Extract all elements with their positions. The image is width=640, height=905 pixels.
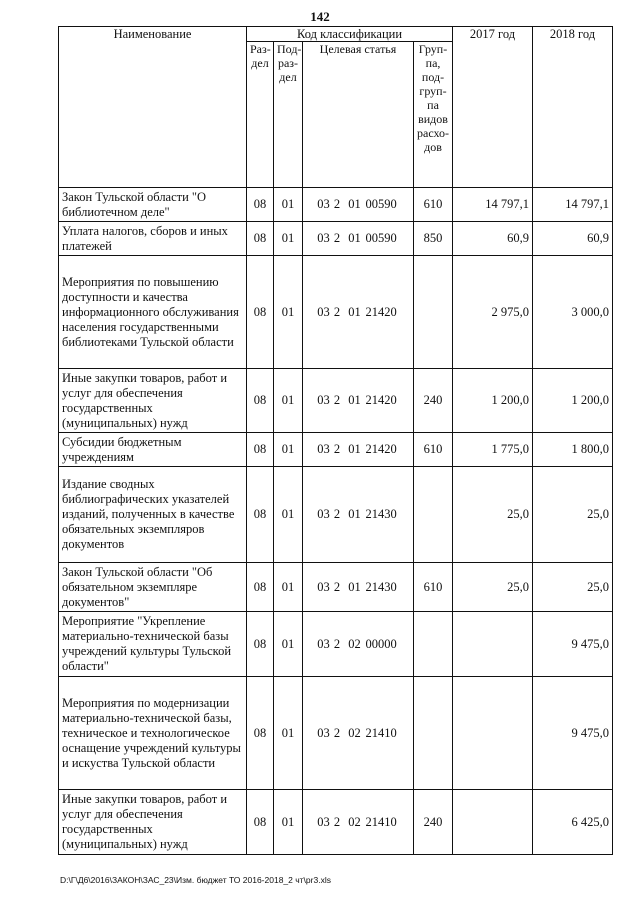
row-target-article: 03 2 01 21420 [303,433,414,467]
header-subsection: Под- раз- дел [274,42,303,188]
row-expense-group: 240 [414,369,453,433]
row-amount-2017: 25,0 [453,467,533,563]
row-amount-2017: 2 975,0 [453,256,533,369]
row-subsection: 01 [274,467,303,563]
row-section: 08 [247,790,274,855]
row-subsection: 01 [274,222,303,256]
table-row [59,256,613,369]
row-amount-2018: 3 000,0 [533,256,613,369]
table-row [59,369,613,433]
header-section: Раз- дел [247,42,274,188]
row-amount-2017 [453,790,533,855]
row-target-article: 03 2 01 21420 [303,369,414,433]
header-year-2018: 2018 год [533,27,613,188]
row-amount-2017: 14 797,1 [453,188,533,222]
row-target-article: 03 2 01 21430 [303,563,414,612]
row-section: 08 [247,563,274,612]
page-number: 142 [310,9,330,24]
header-target-article: Целевая статья [303,42,414,188]
row-name: Уплата налогов, сборов и иных платежей [59,222,247,256]
row-subsection: 01 [274,790,303,855]
row-subsection: 01 [274,433,303,467]
row-target-article: 03 2 01 21420 [303,256,414,369]
table-row [59,222,613,256]
row-section: 08 [247,612,274,677]
row-amount-2017: 1 775,0 [453,433,533,467]
row-expense-group [414,256,453,369]
table-row [59,677,613,790]
row-target-article: 03 2 01 00590 [303,188,414,222]
row-name: Иные закупки товаров, работ и услуг для обеспечения государственных (муниципальных) нужд [59,369,247,433]
table-row [59,563,613,612]
row-name: Субсидии бюджетным учреждениям [59,433,247,467]
row-section: 08 [247,467,274,563]
row-subsection: 01 [274,256,303,369]
row-name: Мероприятия по повышению доступности и качества информационного обслуживания населения государственными библиотеками Тульской области [59,256,247,369]
header-name: Наименование [59,27,247,188]
row-expense-group: 850 [414,222,453,256]
row-amount-2018: 9 475,0 [533,612,613,677]
row-subsection: 01 [274,612,303,677]
row-amount-2018: 1 200,0 [533,369,613,433]
row-name: Издание сводных библиографических указателей изданий, полученных в качестве обязательных экземпляров документов [59,467,247,563]
row-target-article: 03 2 02 21410 [303,790,414,855]
row-target-article: 03 2 02 00000 [303,612,414,677]
row-amount-2018: 60,9 [533,222,613,256]
header-code: Код классификации [247,27,453,42]
row-name: Закон Тульской области "Об обязательном экземпляре документов" [59,563,247,612]
row-amount-2017 [453,612,533,677]
row-amount-2018: 25,0 [533,467,613,563]
table-row [59,790,613,855]
budget-table [58,26,613,855]
row-section: 08 [247,256,274,369]
table-row [59,188,613,222]
row-target-article: 03 2 01 00590 [303,222,414,256]
row-amount-2018: 9 475,0 [533,677,613,790]
file-path-footer: D:\Г\Д6\2016\ЗАКОН\ЗАС_23\Изм. бюджет ТО 2016-2018_2 чт\pr3.xls [60,875,331,885]
row-amount-2018: 25,0 [533,563,613,612]
row-section: 08 [247,369,274,433]
row-expense-group: 610 [414,188,453,222]
row-amount-2017 [453,677,533,790]
row-amount-2018: 6 425,0 [533,790,613,855]
row-expense-group: 240 [414,790,453,855]
row-subsection: 01 [274,188,303,222]
table-body [59,188,613,855]
row-subsection: 01 [274,677,303,790]
table-row [59,467,613,563]
row-section: 08 [247,188,274,222]
row-target-article: 03 2 02 21410 [303,677,414,790]
row-amount-2017: 60,9 [453,222,533,256]
row-name: Мероприятие "Укрепление материально-технической базы учреждений культуры Тульской области" [59,612,247,677]
row-expense-group: 610 [414,563,453,612]
row-expense-group [414,467,453,563]
row-name: Мероприятия по модернизации материально-технической базы, техническое и технологическое оснащение учреждений культуры и искуства Тульской области [59,677,247,790]
row-amount-2018: 14 797,1 [533,188,613,222]
row-section: 08 [247,677,274,790]
row-section: 08 [247,433,274,467]
row-target-article: 03 2 01 21430 [303,467,414,563]
row-subsection: 01 [274,369,303,433]
row-name: Закон Тульской области "О библиотечном деле" [59,188,247,222]
row-section: 08 [247,222,274,256]
row-name: Иные закупки товаров, работ и услуг для обеспечения государственных (муниципальных) нужд [59,790,247,855]
row-expense-group [414,677,453,790]
header-expense-group: Груп- па, под- груп- па видов расхо- дов [414,42,453,188]
row-amount-2017: 1 200,0 [453,369,533,433]
row-amount-2017: 25,0 [453,563,533,612]
table-row [59,612,613,677]
row-expense-group [414,612,453,677]
row-amount-2018: 1 800,0 [533,433,613,467]
table-row [59,433,613,467]
header-year-2017: 2017 год [453,27,533,188]
row-expense-group: 610 [414,433,453,467]
row-subsection: 01 [274,563,303,612]
